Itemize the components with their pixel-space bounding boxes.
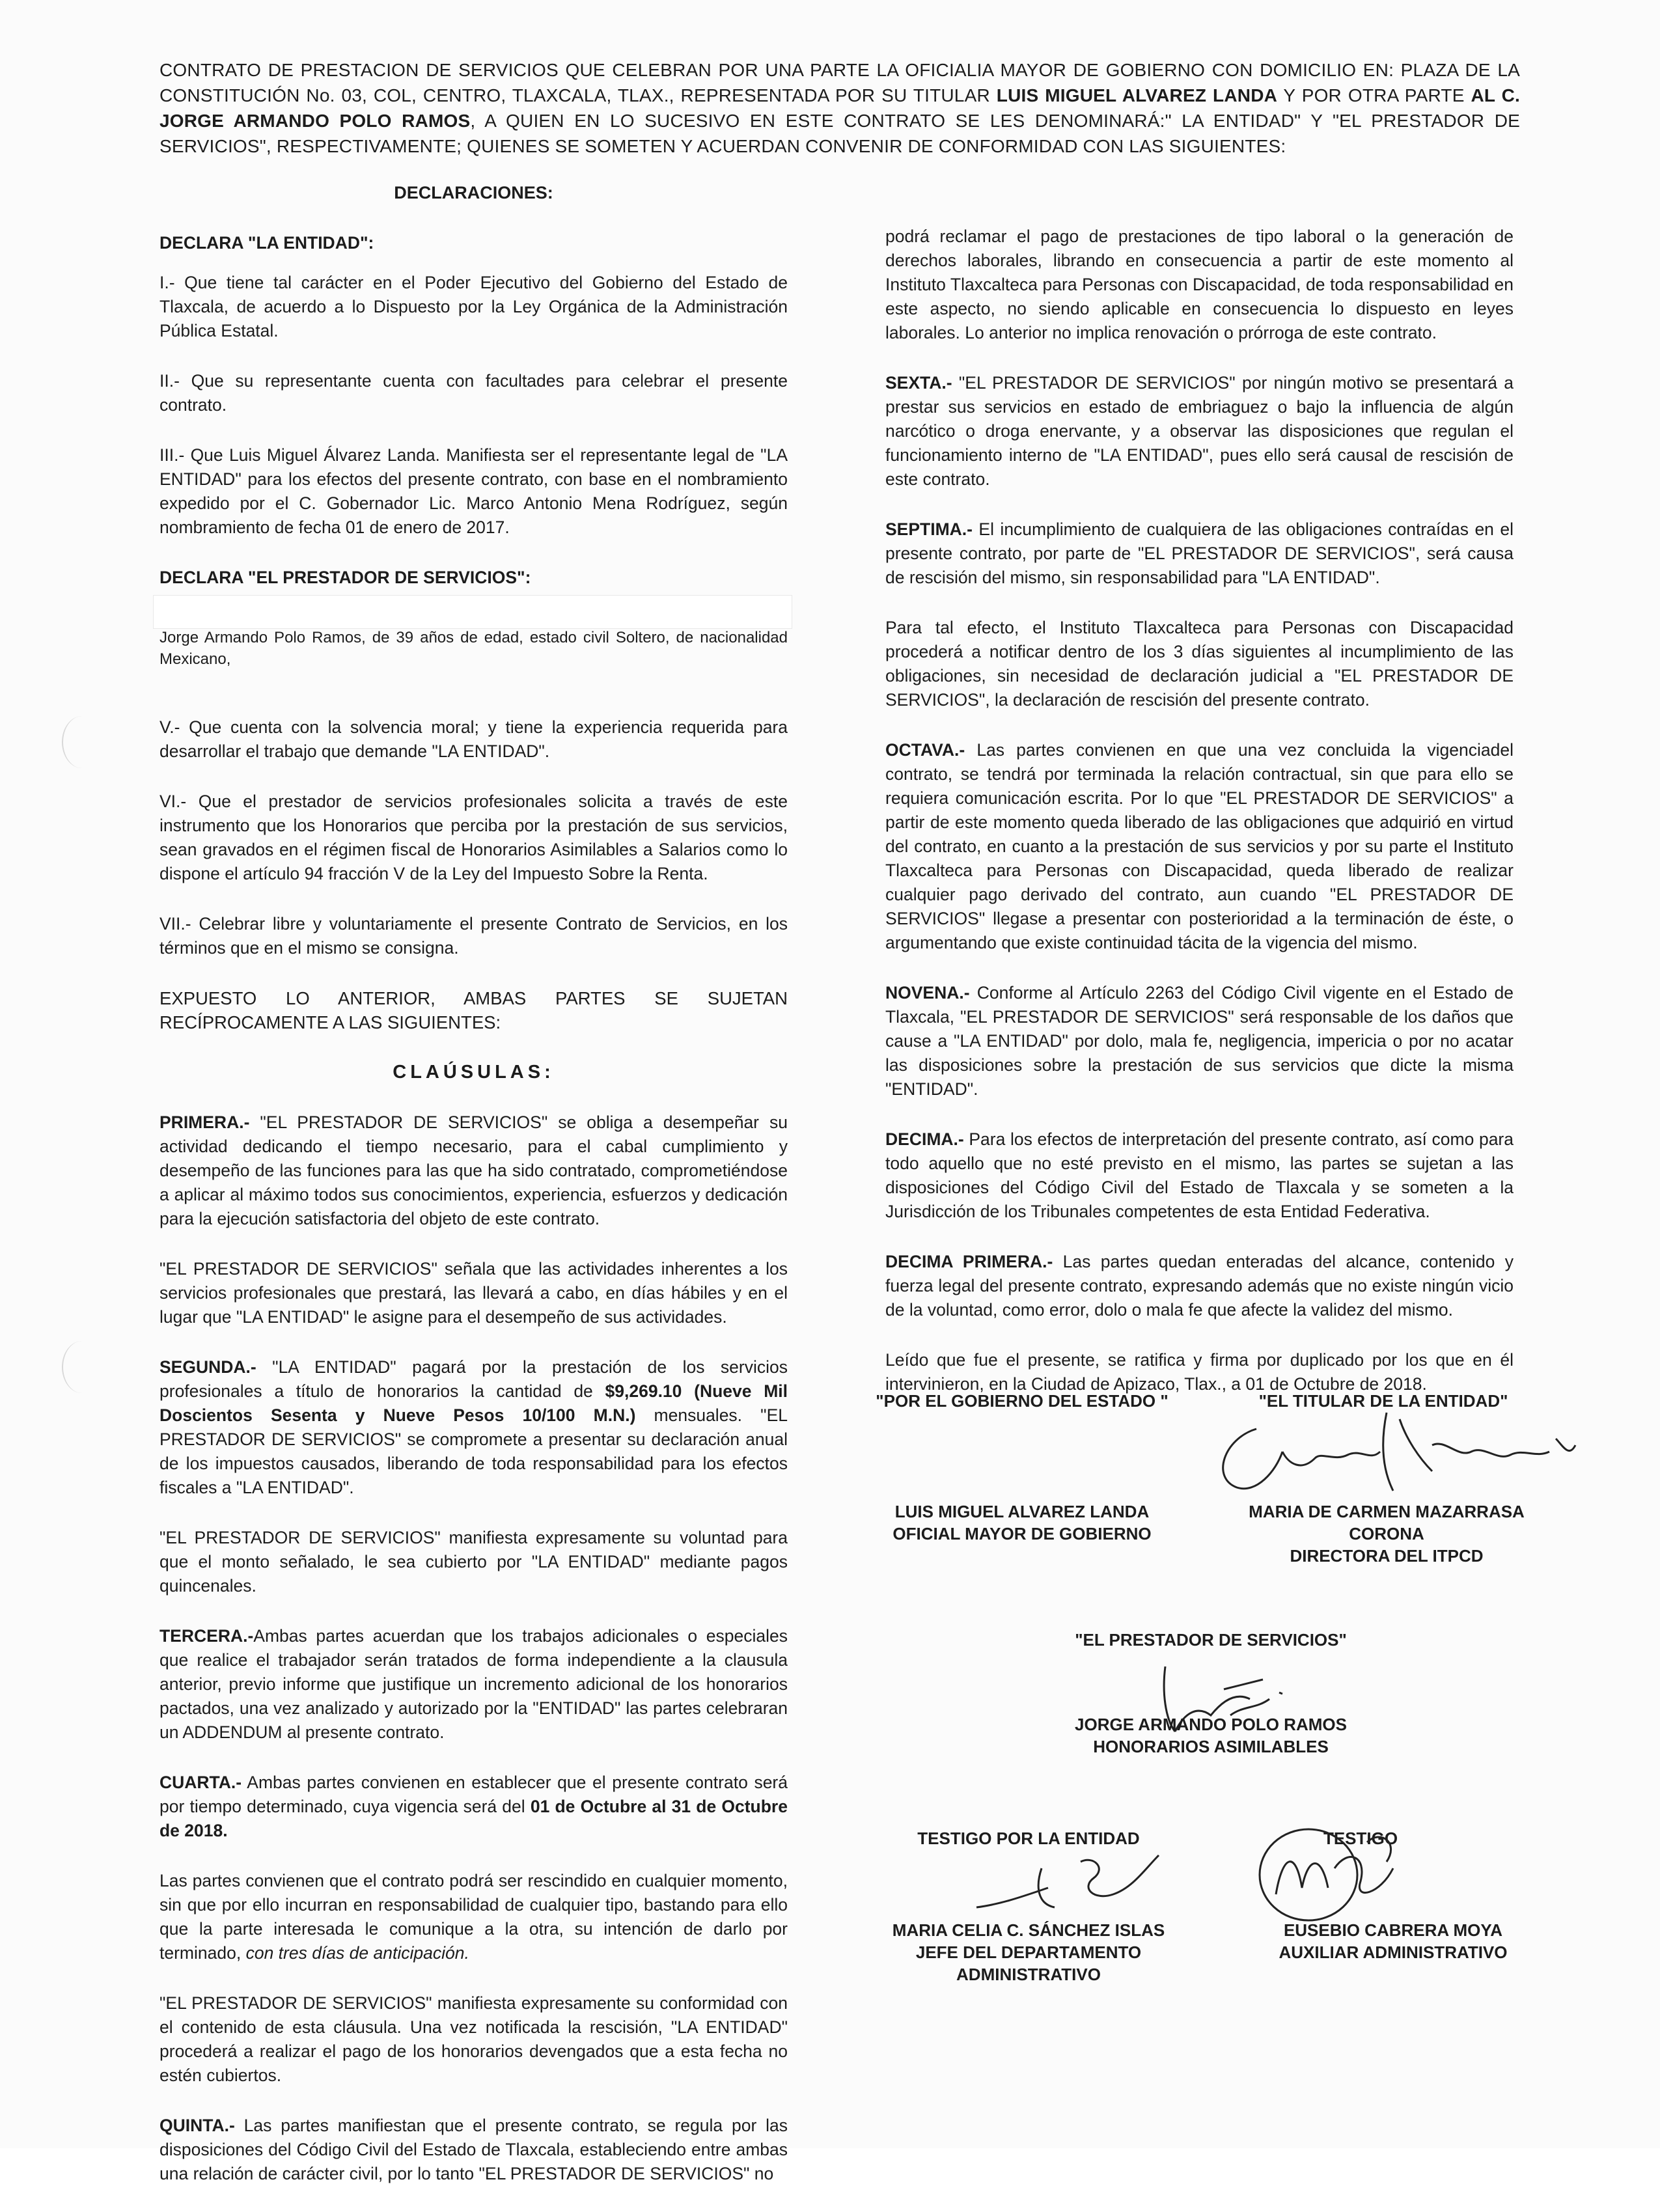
testigo-entidad-name: MARIA CELIA C. SÁNCHEZ ISLAS <box>892 1920 1165 1940</box>
clausula-text: mensuales. "EL PRESTADOR DE SERVICIOS" se compromete a presentar su declaración anual de los impuestos causados, liberando de toda responsabilidad para los efectos fiscales a "LA ENTIDAD". <box>159 1405 788 1497</box>
clausula-title: DECIMA PRIMERA.- <box>885 1252 1053 1271</box>
titular-signature <box>1185 1400 1588 1504</box>
clausula-text: "LA ENTIDAD" pagará por la prestación de los servicios profesionales a título de honorarios la cantidad de <box>159 1357 788 1401</box>
clausula-text: Las partes quedan enteradas del alcance, contenido y fuerza legal del presente contrato, expresando además que no existe ningún vicio de la voluntad, como error, dolo o mala fe que afecte la validez del mismo. <box>885 1252 1514 1320</box>
clausula-title: SEPTIMA.- <box>885 519 973 539</box>
clausula-text: El incumplimiento de cualquiera de las obligaciones contraídas en el presente contrato, por parte de "EL PRESTADOR DE SERVICIOS", será causa de rescisión del mismo, sin responsabilidad para "LA ENTIDAD". <box>885 519 1514 587</box>
clausulas-heading: CLAÚSULAS: <box>393 1062 555 1083</box>
gobierno-role: OFICIAL MAYOR DE GOBIERNO <box>892 1524 1152 1543</box>
prestador-role: HONORARIOS ASIMILABLES <box>1093 1737 1329 1756</box>
left-column <box>159 181 788 2212</box>
clausula-cuarta-2 <box>159 1869 788 1965</box>
clausula-tercera <box>159 1624 788 1745</box>
intro-text: , A QUIEN EN LO SUCESIVO EN ESTE CONTRATO SE LES DENOMINARÁ:" LA ENTIDAD" Y "EL PRESTADOR DE SERVICIOS", RESPECTIVAMENTE; QUIENES SE SOMETEN Y ACUERDAN CONVENIR DE CONFORMIDAD CON LAS SIGUIENTES: <box>159 111 1520 156</box>
clausula-cuarta <box>159 1771 788 1843</box>
clausula-quinta <box>159 2114 788 2186</box>
testigo-entidad-role: ADMINISTRATIVO <box>956 1965 1101 1984</box>
clausula-primera-2: "EL PRESTADOR DE SERVICIOS" señala que las actividades inherentes a los servicios profesionales que prestará, las llevará a cabo, en días hábiles y en el lugar que "LA ENTIDAD" le asigne para el desempeño de sus actividades. <box>159 1259 788 1327</box>
intro-provider: AL C. JORGE ARMANDO POLO RAMOS <box>159 85 1520 131</box>
clausula-quinta-cont: podrá reclamar el pago de prestaciones de tipo laboral o la generación de derechos laborales, librando en consecuencia a partir de este momento al Instituto Tlaxcalteca para Personas con Discapacidad, de toda responsabilidad en este aspecto, no siendo aplicable en consecuencia lo dispuesto en leyes laborales. Lo anterior no implica renovación o prórroga de este contrato. <box>885 227 1514 342</box>
clausula-title: TERCERA.- <box>159 1626 254 1646</box>
testigo-signer <box>1256 1919 1530 1963</box>
clausula-septima <box>885 518 1514 590</box>
clausula-decima-primera <box>885 1250 1514 1322</box>
declaracion-i: I.- Que tiene tal carácter en el Poder Ejecutivo del Gobierno del Estado de Tlaxcala, de acuerdo a lo Dispuesto por la Ley Orgánica de la Administración Pública Estatal. <box>159 273 788 340</box>
clausula-text: Conforme al Artículo 2263 del Código Civil vigente en el Estado de Tlaxcala, "EL PRESTADOR DE SERVICIOS" será responsable de los daños que cause a "LA ENTIDAD" por dolo, mala fe, negligencia, impericia o por no acatar las disposiciones sobre la prestación de sus servicios que dicte la misma "ENTIDAD". <box>885 983 1514 1099</box>
titular-role: DIRECTORA DEL ITPCD <box>1290 1546 1484 1566</box>
clausula-text: Las partes convienen que el contrato podrá ser rescindido en cualquier momento, sin que por ello incurran en responsabilidad de cualquier tipo, bastando para ello que la parte interesada le comunique a la otra, su intención de darlo por terminado, <box>159 1871 788 1963</box>
clausula-text: Ambas partes acuerdan que los trabajos adicionales o especiales que realice el trabajador serán tratados de forma independiente a la clausula anterior, previo informe que justifique un incremento adicional de los honorarios pactados, una vez analizado y autorizado por la "ENTIDAD" las partes celebraran un ADDENDUM al presente contrato. <box>159 1626 788 1742</box>
testigo-title: TESTIGO <box>1323 1829 1398 1848</box>
clausula-title: DECIMA.- <box>885 1129 964 1149</box>
clausula-title: OCTAVA.- <box>885 740 965 760</box>
prestador-name: JORGE ARMANDO POLO RAMOS <box>1075 1715 1347 1734</box>
testigo-role: AUXILIAR ADMINISTRATIVO <box>1279 1942 1508 1962</box>
clausula-segunda-2: "EL PRESTADOR DE SERVICIOS" manifiesta expresamente su voluntad para que el monto señalado, le sea cubierto por "LA ENTIDAD" mediante pagos quincenales. <box>159 1528 788 1596</box>
scan-mark <box>62 716 102 768</box>
declara-entidad-heading: DECLARA "LA ENTIDAD": <box>159 233 374 253</box>
leido-text: Leído que fue el presente, se ratifica y firma por duplicado por los que en él intervinieron, en la Ciudad de Apizaco, Tlax., a 01 de Octubre de 2018. <box>885 1350 1514 1394</box>
clausula-title: SEGUNDA.- <box>159 1357 256 1377</box>
clausula-text: Para los efectos de interpretación del presente contrato, así como para todo aquello que no esté previsto en el mismo, las partes se sujetan a las disposiciones del Código Civil del Estado de Tlaxcala y se someten a la Jurisdicción de los Tribunales competentes de esta Entidad Federativa. <box>885 1129 1514 1221</box>
titular-name: MARIA DE CARMEN MAZARRASA <box>1249 1502 1525 1521</box>
clausula-segunda <box>159 1355 788 1500</box>
testigo-signature <box>1250 1816 1419 1933</box>
clausula-title: PRIMERA.- <box>159 1113 250 1132</box>
declaracion-iii: III.- Que Luis Miguel Álvarez Landa. Manifiesta ser el representante legal de "LA ENTIDAD" para los efectos del presente contrato, con base en el nombramiento expedido por el C. Gobernador Lic. Marco Antonio Mena Rodríguez, según nombramiento de fecha 01 de enero de 2017. <box>159 445 788 537</box>
redacted-box <box>153 595 792 629</box>
declara-prestador-heading: DECLARA "EL PRESTADOR DE SERVICIOS": <box>159 568 531 587</box>
clausula-primera <box>159 1111 788 1231</box>
clausula-septima-2: Para tal efecto, el Instituto Tlaxcalteca para Personas con Discapacidad procederá a notificar dentro de los 3 días siguientes al incumplimiento de las obligaciones, sin necesidad de declaración judicial a "EL PRESTADOR DE SERVICIOS", la declaración de rescisión del presente contrato. <box>885 618 1514 710</box>
declaracion-iv-text: , de 39 años de edad, estado civil Soltero, de nacionalidad Mexicano, <box>159 629 788 668</box>
clausula-text: Ambas partes convienen en establecer que el presente contrato será por tiempo determinado, cuya vigencia será del <box>159 1773 788 1816</box>
titular-signer <box>1224 1500 1549 1567</box>
clausula-sexta <box>885 371 1514 491</box>
gobierno-name: LUIS MIGUEL ALVAREZ LANDA <box>894 1502 1150 1521</box>
prestador-signer <box>1016 1713 1406 1758</box>
clausula-cuarta-3: "EL PRESTADOR DE SERVICIOS" manifiesta expresamente su conformidad con el contenido de esta cláusula. Una vez notificada la rescisión, "LA ENTIDAD" procederá a realizar el pago de los honorarios devengados que a esta fecha no estén cubiertos. <box>159 1993 788 2085</box>
clausula-text: Las partes convienen en que una vez concluida la vigenciadel contrato, se tendrá por terminada la relación contractual, sin que para ello se requiera comunicación escrita. Por lo que "EL PRESTADOR DE SERVICIOS" a partir de este momento queda liberado de las obligaciones que adquirió en virtud del contrato, en cuanto a la prestación de sus servicios y por su parte el Instituto Tlaxcalteca para Personas con Discapacidad, queda liberado de realizar cualquier pago derivado del contrato, aun cuando "EL PRESTADOR DE SERVICIOS" llegase a presentar con posterioridad a la terminación de éste, o argumentando que existe continuidad tácita de la vigencia del mismo. <box>885 740 1514 952</box>
declaracion-v: V.- Que cuenta con la solvencia moral; y tiene la experiencia requerida para desarrollar el trabajo que demande "LA ENTIDAD". <box>159 717 788 761</box>
testigo-name: EUSEBIO CABRERA MOYA <box>1283 1920 1503 1940</box>
declaracion-ii: II.- Que su representante cuenta con facultades para celebrar el presente contrato. <box>159 371 788 415</box>
testigo-entidad-role: JEFE DEL DEPARTAMENTO <box>915 1942 1142 1962</box>
titular-name: CORONA <box>1349 1524 1424 1543</box>
testigo-entidad-signer <box>872 1919 1185 1985</box>
clausula-octava <box>885 738 1514 955</box>
intro-representative: LUIS MIGUEL ALVAREZ LANDA <box>996 85 1278 105</box>
scan-mark <box>62 1341 102 1393</box>
contract-period: 01 de Octubre al 31 de Octubre de 2018. <box>159 1797 788 1840</box>
clausula-novena <box>885 981 1514 1101</box>
clausula-text: "EL PRESTADOR DE SERVICIOS" por ningún motivo se presentará a prestar sus servicios en estado de embriaguez o bajo la influencia de algún narcótico o droga enervante, y a observar las disposiciones que regulan el funcionamiento interno de "LA ENTIDAD", pues ello será causal de rescisión de este contrato. <box>885 373 1514 489</box>
declaracion-vii: VII.- Celebrar libre y voluntariamente el presente Contrato de Servicios, en los términos que en el mismo se consigna. <box>159 914 788 958</box>
clausula-title: SEXTA.- <box>885 373 952 393</box>
prestador-title: "EL PRESTADOR DE SERVICIOS" <box>1075 1630 1347 1650</box>
contract-intro <box>159 57 1520 159</box>
testigo-entidad-title: TESTIGO POR LA ENTIDAD <box>917 1829 1140 1848</box>
intro-text: CONTRATO DE PRESTACION DE SERVICIOS QUE CELEBRAN POR UNA PARTE LA OFICIALIA MAYOR DE GOBIERNO CON DOMICILIO EN: PLAZA DE LA CONSTITUCIÓN No. 03, COL, CENTRO, TLAXCALA, TLAX., REPRESENTADA POR SU TITULAR <box>159 60 1520 105</box>
intro-text: Y POR OTRA PARTE <box>1277 85 1471 105</box>
declaraciones-heading: DECLARACIONES: <box>394 183 553 202</box>
declaracion-vi: VI.- Que el prestador de servicios profesionales solicita a través de este instrumento que los Honorarios que perciba por la prestación de sus servicios, sean gravados en el régimen fiscal de Honorarios Asimilables a Salarios como lo dispone el artículo 94 fracción V de la Ley del Impuesto Sobre la Renta. <box>159 792 788 883</box>
declaracion-iv-text: Jorge Armando Polo Ramos <box>159 629 362 646</box>
clausula-title: NOVENA.- <box>885 983 970 1002</box>
clausula-text-italic: con tres días de anticipación. <box>245 1943 469 1963</box>
clausula-text: "EL PRESTADOR DE SERVICIOS" se obliga a desempeñar su actividad dedicando el tiempo necesario, para el cabal cumplimiento y desempeño de las funciones para las que ha sido contratado, comprometiéndose a aplicar al máximo todos sus conocimientos, experiencia, esfuerzos y dedicación para la ejecución satisfactoria del objeto de este contrato. <box>159 1113 788 1228</box>
clausula-title: CUARTA.- <box>159 1773 242 1792</box>
testigo-entidad-signature <box>963 1842 1172 1920</box>
expuesto-text: EXPUESTO LO ANTERIOR, AMBAS PARTES SE SUJETAN RECÍPROCAMENTE A LAS SIGUIENTES: <box>159 988 788 1032</box>
clausula-decima <box>885 1127 1514 1224</box>
clausula-text: Las partes manifiestan que el presente contrato, se regula por las disposiciones del Código Civil del Estado de Tlaxcala, estableciendo entre ambas una relación de carácter civil, por lo tanto "EL PRESTADOR DE SERVICIOS" no <box>159 2116 788 2183</box>
gobierno-signer <box>872 1500 1172 1545</box>
clausula-title: QUINTA.- <box>159 2116 235 2135</box>
titular-title: "EL TITULAR DE LA ENTIDAD" <box>1258 1391 1508 1411</box>
right-column <box>885 225 1514 1422</box>
gobierno-title: "POR EL GOBIERNO DEL ESTADO " <box>876 1391 1169 1411</box>
payment-amount: $9,269.10 (Nueve Mil Doscientos Sesenta y Nueve Pesos 10/100 M.N.) <box>159 1381 788 1425</box>
